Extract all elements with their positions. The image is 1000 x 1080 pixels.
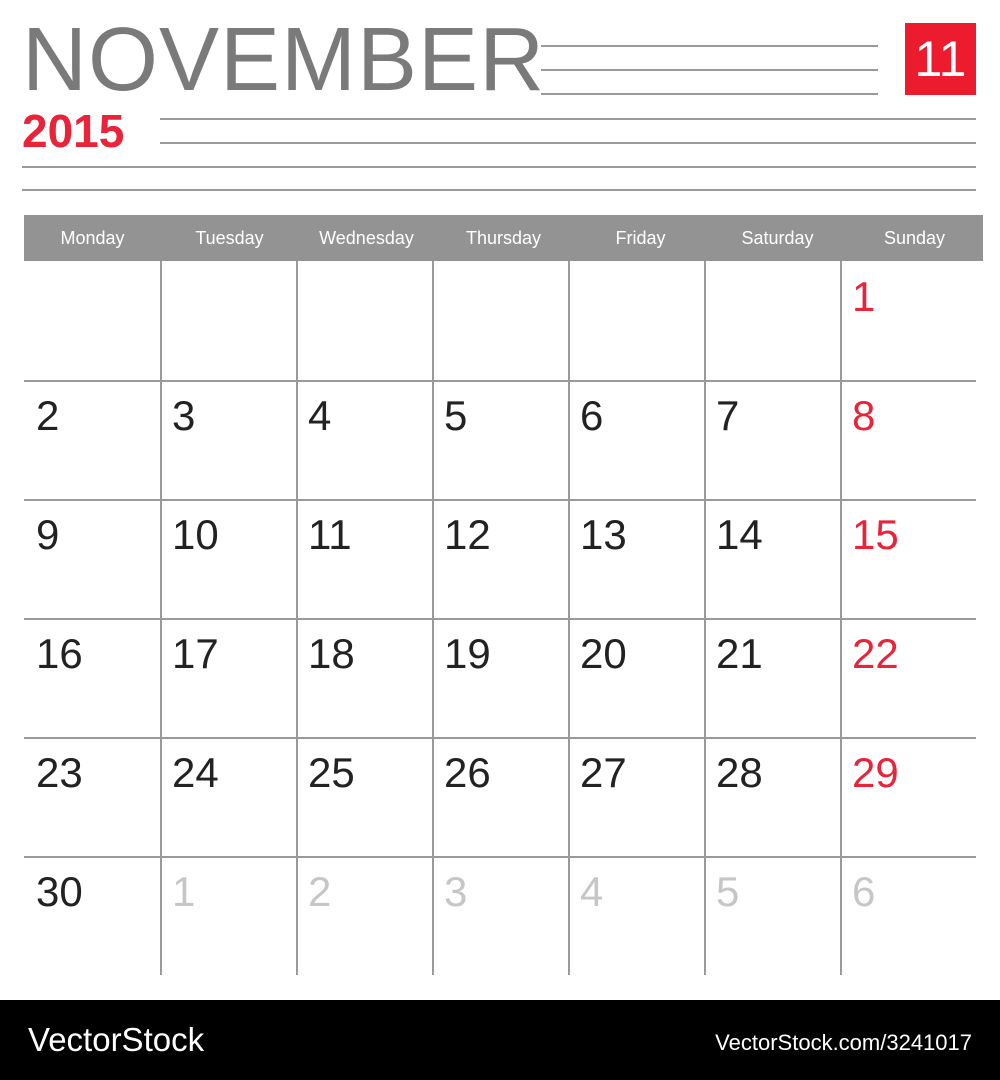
day-cell-monday bbox=[24, 856, 160, 975]
day-number: 4 bbox=[580, 868, 604, 915]
weekday-monday: Monday bbox=[60, 228, 125, 248]
day-cell-sunday bbox=[840, 618, 976, 737]
day-cell-thursday bbox=[432, 499, 568, 618]
month-title: NOVEMBER bbox=[22, 10, 546, 110]
day-number: 17 bbox=[172, 630, 219, 677]
day-number: 9 bbox=[36, 511, 60, 558]
day-number: 11 bbox=[308, 511, 352, 558]
weekday-sunday: Sunday bbox=[883, 228, 946, 248]
day-number: 1 bbox=[172, 868, 196, 915]
day-cell-monday bbox=[24, 261, 160, 380]
day-cell-sunday bbox=[840, 261, 976, 380]
day-number: 2 bbox=[308, 868, 332, 915]
day-cell-saturday bbox=[704, 618, 840, 737]
year-label: 2015 bbox=[22, 105, 125, 157]
day-cell-saturday bbox=[704, 737, 840, 856]
day-number: 15 bbox=[852, 511, 899, 558]
day-cell-tuesday bbox=[160, 856, 296, 975]
day-cell-saturday bbox=[704, 380, 840, 499]
note-line bbox=[541, 45, 878, 47]
footer-url: VectorStock.com/3241017 bbox=[715, 1030, 972, 1055]
day-cell-saturday bbox=[704, 856, 840, 975]
day-number: 6 bbox=[580, 392, 604, 439]
day-number: 26 bbox=[444, 749, 491, 796]
day-number: 14 bbox=[716, 511, 763, 558]
day-cell-friday bbox=[568, 380, 704, 499]
day-number: 27 bbox=[580, 749, 627, 796]
footer-bar bbox=[0, 1000, 1000, 1080]
day-number: 24 bbox=[172, 749, 219, 796]
weekday-tuesday: Tuesday bbox=[195, 228, 264, 248]
day-number: 25 bbox=[308, 749, 355, 796]
day-number: 3 bbox=[172, 392, 196, 439]
weekday-header-bar bbox=[24, 215, 983, 261]
day-cell-friday bbox=[568, 261, 704, 380]
note-line bbox=[541, 69, 878, 71]
day-number: 23 bbox=[36, 749, 83, 796]
day-cell-monday bbox=[24, 737, 160, 856]
day-cell-wednesday bbox=[296, 261, 432, 380]
day-number: 20 bbox=[580, 630, 627, 677]
day-number: 13 bbox=[580, 511, 627, 558]
day-number: 2 bbox=[36, 392, 60, 439]
day-cell-monday bbox=[24, 380, 160, 499]
day-number: 12 bbox=[444, 511, 491, 558]
weekday-thursday: Thursday bbox=[465, 228, 542, 248]
day-number: 22 bbox=[852, 630, 899, 677]
day-cell-friday bbox=[568, 618, 704, 737]
day-cell-wednesday bbox=[296, 499, 432, 618]
day-cell-wednesday bbox=[296, 618, 432, 737]
day-cell-saturday bbox=[704, 261, 840, 380]
day-cell-sunday bbox=[840, 737, 976, 856]
note-line bbox=[541, 93, 878, 95]
footer-brand: VectorStock bbox=[28, 1021, 205, 1058]
month-number-badge: 11 bbox=[905, 23, 976, 95]
day-cell-wednesday bbox=[296, 737, 432, 856]
day-cell-sunday bbox=[840, 856, 976, 975]
day-number: 5 bbox=[716, 868, 740, 915]
day-cell-monday bbox=[24, 618, 160, 737]
day-cell-tuesday bbox=[160, 261, 296, 380]
day-cell-wednesday bbox=[296, 380, 432, 499]
day-cell-saturday bbox=[704, 499, 840, 618]
day-number: 5 bbox=[444, 392, 468, 439]
note-line bbox=[22, 189, 976, 191]
note-line bbox=[160, 142, 976, 144]
calendar-grid bbox=[24, 261, 976, 975]
day-cell-wednesday bbox=[296, 856, 432, 975]
day-number: 30 bbox=[36, 868, 83, 915]
day-cell-tuesday bbox=[160, 737, 296, 856]
day-cell-thursday bbox=[432, 261, 568, 380]
day-number: 8 bbox=[852, 392, 876, 439]
weekday-saturday: Saturday bbox=[741, 228, 814, 248]
note-line bbox=[160, 118, 976, 120]
day-number: 16 bbox=[36, 630, 83, 677]
day-cell-friday bbox=[568, 499, 704, 618]
day-number: 18 bbox=[308, 630, 355, 677]
day-number: 19 bbox=[444, 630, 491, 677]
day-cell-thursday bbox=[432, 618, 568, 737]
day-cell-friday bbox=[568, 856, 704, 975]
day-cell-tuesday bbox=[160, 499, 296, 618]
day-number: 29 bbox=[852, 749, 899, 796]
day-number: 3 bbox=[444, 868, 468, 915]
day-number: 28 bbox=[716, 749, 763, 796]
day-cell-thursday bbox=[432, 856, 568, 975]
day-number: 10 bbox=[172, 511, 219, 558]
weekday-friday: Friday bbox=[615, 228, 666, 248]
day-number: 7 bbox=[716, 392, 740, 439]
day-number: 6 bbox=[852, 868, 876, 915]
day-number: 21 bbox=[716, 630, 763, 677]
day-cell-sunday bbox=[840, 499, 976, 618]
day-cell-thursday bbox=[432, 380, 568, 499]
day-cell-monday bbox=[24, 499, 160, 618]
day-cell-thursday bbox=[432, 737, 568, 856]
day-cell-tuesday bbox=[160, 618, 296, 737]
day-cell-sunday bbox=[840, 380, 976, 499]
weekday-wednesday: Wednesday bbox=[319, 228, 414, 248]
day-number: 4 bbox=[308, 392, 332, 439]
day-cell-tuesday bbox=[160, 380, 296, 499]
day-number: 1 bbox=[852, 273, 876, 320]
note-line bbox=[22, 166, 976, 168]
day-cell-friday bbox=[568, 737, 704, 856]
